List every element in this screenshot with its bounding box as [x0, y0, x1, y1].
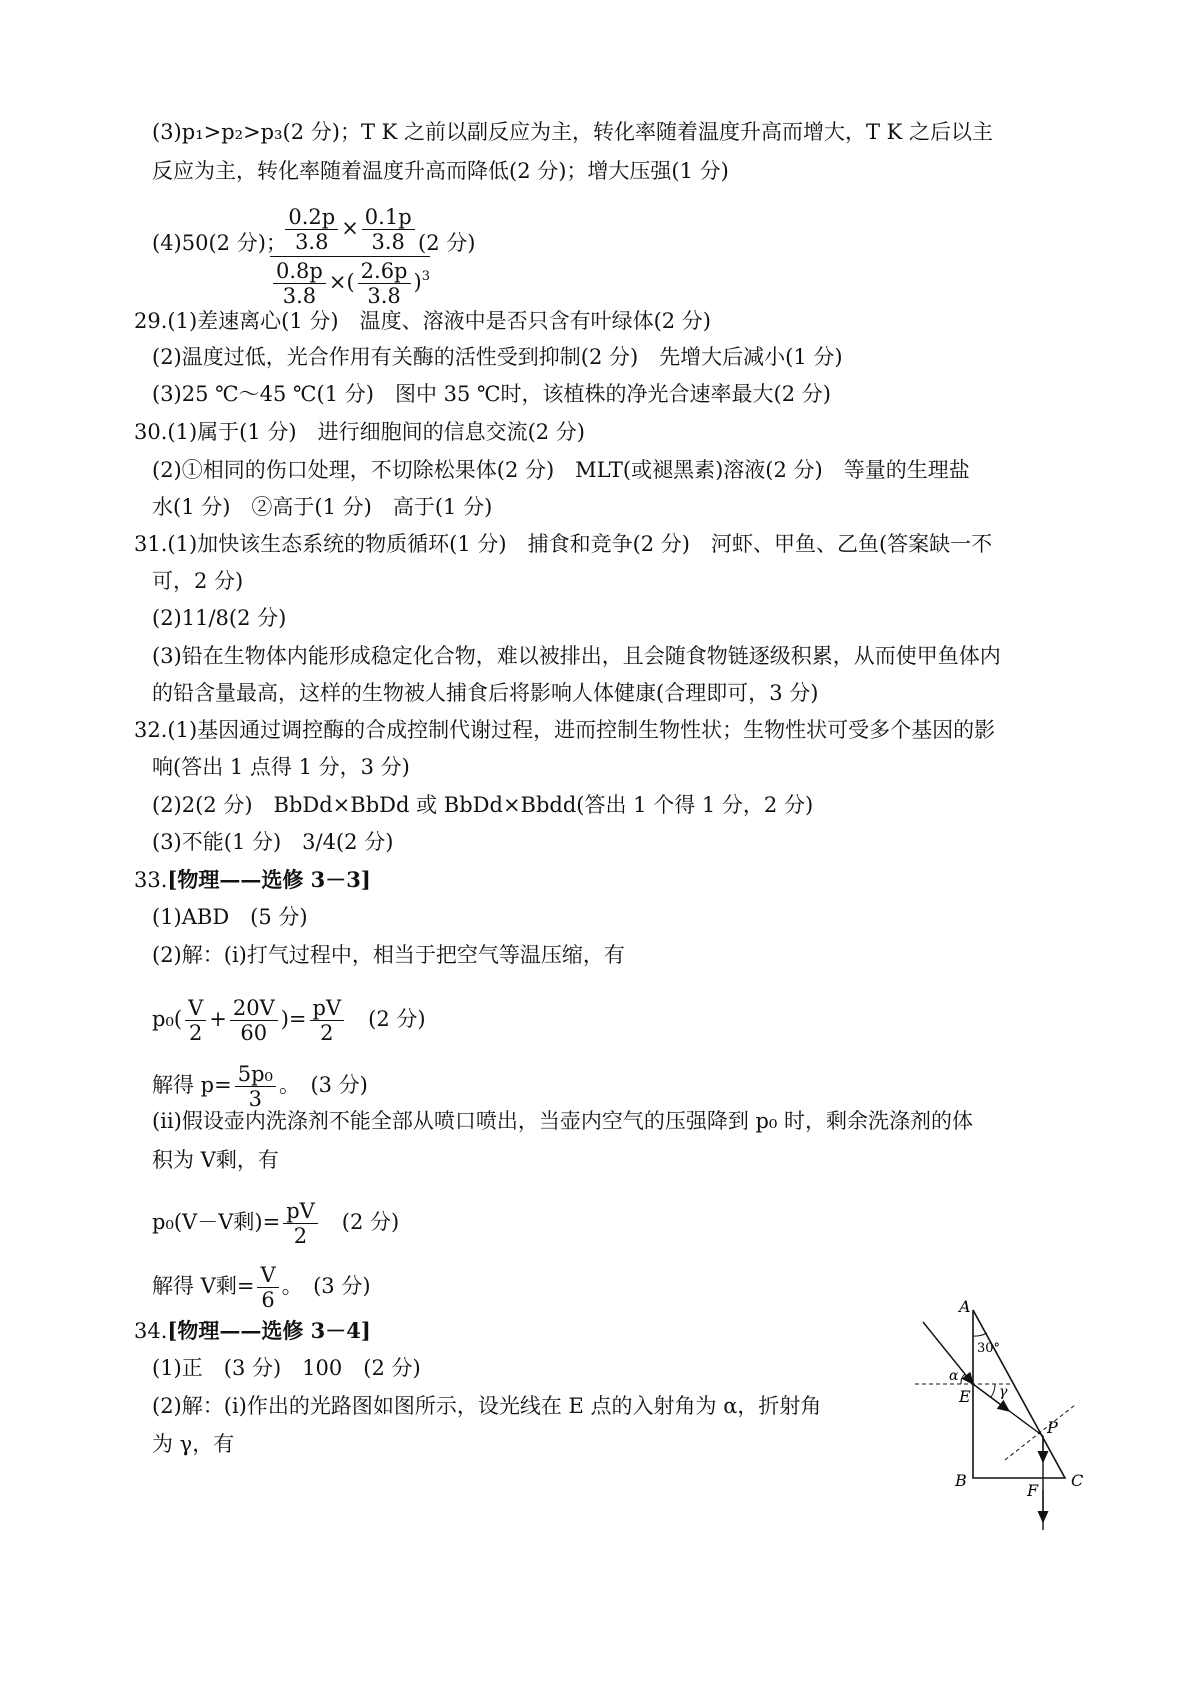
frac-0.8p: $\frac{0.8p}{3.8}$ — [273, 259, 326, 308]
q33-equation-1: p₀( $\frac{V}{2}$ + $\frac{20V}{60}$ )= $\frac{pV}{2}$ (2 分) — [152, 996, 426, 1045]
q33-line-2: (2)解：(ⅰ)打气过程中，相当于把空气等温压缩，有 — [152, 943, 625, 967]
q31-line-2: 可，2 分) — [152, 569, 244, 593]
q33-line-4: 积为 V剩，有 — [152, 1148, 279, 1172]
angle-30-arc — [973, 1333, 987, 1336]
q29-line-3: (3)25 ℃～45 ℃(1 分) 图中 35 ℃时，该植株的净光合速率最大(2 分) — [152, 382, 831, 406]
label-gamma: γ — [999, 1384, 1008, 1400]
q30-line-1: 30.(1)属于(1 分) 进行细胞间的信息交流(2 分) — [134, 420, 585, 444]
q32-line-1: 32.(1)基因通过调控酶的合成控制代谢过程，进而控制生物性状；生物性状可受多个基因的影 — [134, 718, 996, 742]
frac-2.6p: $\frac{2.6p}{3.8}$ — [358, 259, 411, 308]
normal-at-p — [1005, 1405, 1075, 1460]
angle-gamma-arc — [991, 1384, 995, 1397]
label-f: F — [1027, 1481, 1039, 1500]
q33-line-3: (ⅱ)假设壶内洗涤剂不能全部从喷口喷出，当壶内空气的压强降到 p₀ 时，剩余洗涤剂的体 — [152, 1109, 974, 1133]
q28-line-4-suffix: (2 分) — [418, 231, 476, 255]
kp-expression: $\frac{0.2p}{3.8}$ × $\frac{0.1p}{3.8}$ $\frac{0.8p}{3.8}$ ×( $\frac{2.6p}{3.8}$ )$^3$ — [270, 205, 430, 308]
label-p: P — [1047, 1418, 1058, 1437]
q32-line-2: 响(答出 1 点得 1 分，3 分) — [152, 755, 410, 779]
q30-line-2: (2)①相同的伤口处理，不切除松果体(2 分) MLT(或褪黑素)溶液(2 分) 等量的生理盐 — [152, 458, 970, 482]
q32-line-3: (2)2(2 分) BbDd×BbDd 或 BbDd×Bbdd(答出 1 个得 1 分，2 分) — [152, 793, 814, 817]
q28-line-4-prefix: (4)50(2 分)； — [152, 231, 287, 255]
q33-solution-2: 解得 V剩= $\frac{V}{6}$ 。 (3 分) — [152, 1263, 371, 1312]
q28-line-2: 反应为主，转化率随着温度升高而降低(2 分)；增大压强(1 分) — [152, 159, 729, 183]
angle-alpha-arc — [961, 1374, 965, 1384]
q34-heading: 34.[物理——选修 3－4] — [134, 1318, 371, 1343]
q28-line-1: (3)p₁>p₂>p₃(2 分)；T K 之前以副反应为主，转化率随着温度升高而增大，T K 之后以主 — [152, 120, 994, 144]
label-a: A — [959, 1297, 971, 1316]
label-alpha: α — [949, 1368, 959, 1384]
q34-line-3: 为 γ，有 — [152, 1432, 235, 1456]
frac-0.1p: $\frac{0.1p}{3.8}$ — [362, 205, 415, 254]
q33-heading: 33.[物理——选修 3－3] — [134, 867, 371, 892]
q31-line-4: (3)铅在生物体内能形成稳定化合物，难以被排出，且会随食物链逐级积累，从而使甲鱼体内 — [152, 644, 1001, 668]
q30-line-3: 水(1 分) ②高于(1 分) 高于(1 分) — [152, 495, 493, 519]
q31-line-3: (2)11/8(2 分) — [152, 606, 287, 630]
q34-line-2: (2)解：(ⅰ)作出的光路图如图所示，设光线在 E 点的入射角为 α，折射角 — [152, 1394, 822, 1418]
q33-equation-2: p₀(V－V剩)= $\frac{pV}{2}$ (2 分) — [152, 1199, 400, 1248]
q31-line-1: 31.(1)加快该生态系统的物质循环(1 分) 捕食和竞争(2 分) 河虾、甲鱼、乙鱼(答案缺一不 — [134, 532, 993, 556]
incident-ray — [923, 1322, 973, 1384]
label-30-degrees: 30° — [977, 1341, 1001, 1356]
q31-line-5: 的铅含量最高，这样的生物被人捕食后将影响人体健康(合理即可，3 分) — [152, 681, 819, 705]
label-b: B — [955, 1471, 967, 1490]
frac-0.2p: $\frac{0.2p}{3.8}$ — [285, 205, 338, 254]
q34-line-1: (1)正 (3 分) 100 (2 分) — [152, 1356, 421, 1380]
q32-line-4: (3)不能(1 分) 3/4(2 分) — [152, 830, 394, 854]
q29-line-2: (2)温度过低，光合作用有关酶的活性受到抑制(2 分) 先增大后减小(1 分) — [152, 345, 843, 369]
prism-light-path-figure — [915, 1290, 1115, 1540]
q33-line-1: (1)ABD (5 分) — [152, 905, 308, 929]
label-e: E — [959, 1387, 971, 1406]
q33-solution-1: 解得 p= $\frac{\text{5p₀}}{3}$ 。 (3 分) — [152, 1062, 368, 1111]
label-c: C — [1071, 1471, 1084, 1490]
q29-line-1: 29.(1)差速离心(1 分) 温度、溶液中是否只含有叶绿体(2 分) — [134, 309, 711, 333]
